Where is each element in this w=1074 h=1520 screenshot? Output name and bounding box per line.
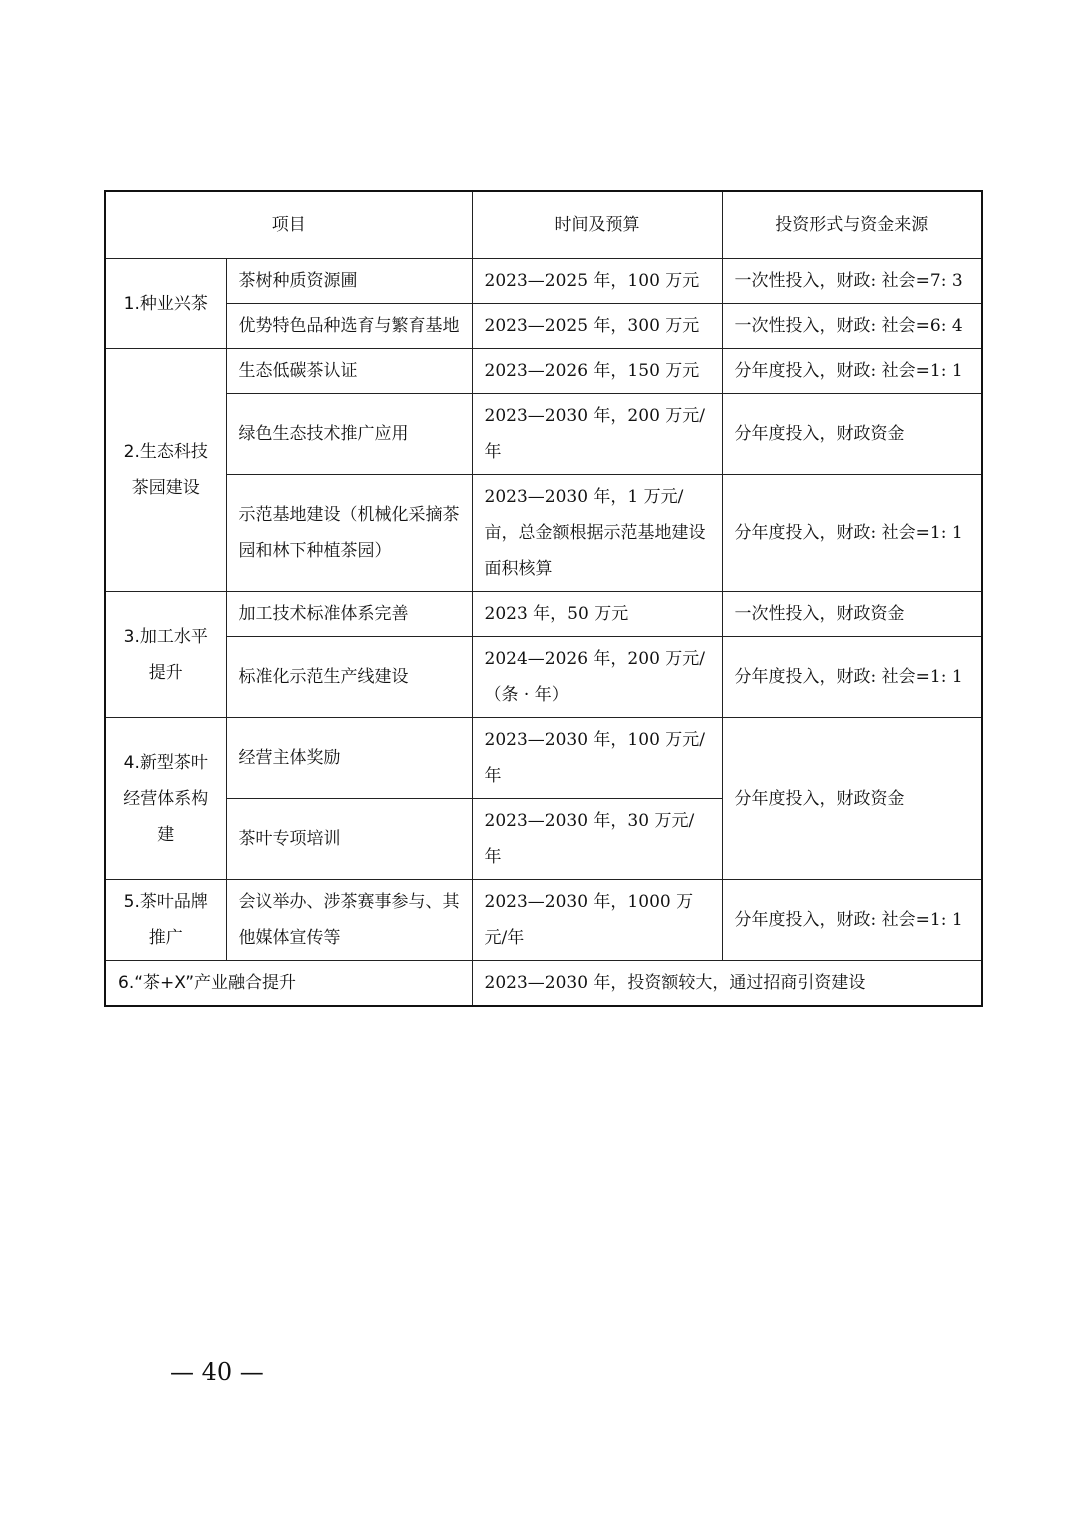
category-cell: 1.种业兴茶 — [105, 259, 226, 349]
table-row — [105, 718, 982, 799]
item-cell: 示范基地建设（机械化采摘茶园和林下种植茶园） — [226, 475, 472, 592]
category-cell: 2.生态科技茶园建设 — [105, 349, 226, 592]
time-cell: 2023—2030 年，1000 万元/年 — [472, 880, 722, 961]
investment-cell: 分年度投入，财政: 社会=1: 1 — [722, 880, 982, 961]
investment-cell: 一次性投入，财政: 社会=6: 4 — [722, 304, 982, 349]
budget-table — [104, 190, 983, 1007]
table-row — [105, 475, 982, 592]
item-cell: 经营主体奖励 — [226, 718, 472, 799]
table-row — [105, 349, 982, 394]
table-row — [105, 259, 982, 304]
time-cell: 2024—2026 年，200 万元/（条 · 年） — [472, 637, 722, 718]
item-cell: 标准化示范生产线建设 — [226, 637, 472, 718]
time-cell: 2023—2030 年，100 万元/年 — [472, 718, 722, 799]
investment-cell: 分年度投入，财政资金 — [722, 394, 982, 475]
header-time: 时间及预算 — [472, 191, 722, 259]
item-cell: 生态低碳茶认证 — [226, 349, 472, 394]
investment-cell: 一次性投入，财政资金 — [722, 592, 982, 637]
table-header-row — [105, 191, 982, 259]
item-cell: 会议举办、涉茶赛事参与、其他媒体宣传等 — [226, 880, 472, 961]
table-row — [105, 394, 982, 475]
time-cell: 2023 年，50 万元 — [472, 592, 722, 637]
item-cell: 茶叶专项培训 — [226, 799, 472, 880]
time-cell: 2023—2030 年，30 万元/年 — [472, 799, 722, 880]
time-cell: 2023—2030 年，200 万元/年 — [472, 394, 722, 475]
item-cell: 优势特色品种选育与繁育基地 — [226, 304, 472, 349]
category-cell: 4.新型茶叶经营体系构建 — [105, 718, 226, 880]
merged-note-cell: 2023—2030 年，投资额较大，通过招商引资建设 — [472, 961, 982, 1007]
table-row — [105, 304, 982, 349]
investment-cell: 一次性投入，财政: 社会=7: 3 — [722, 259, 982, 304]
category-cell: 6.“茶+X”产业融合提升 — [105, 961, 472, 1007]
header-investment: 投资形式与资金来源 — [722, 191, 982, 259]
investment-cell: 分年度投入，财政: 社会=1: 1 — [722, 637, 982, 718]
item-cell: 绿色生态技术推广应用 — [226, 394, 472, 475]
item-cell: 茶树种质资源圃 — [226, 259, 472, 304]
table-row — [105, 880, 982, 961]
table-row — [105, 637, 982, 718]
time-cell: 2023—2026 年，150 万元 — [472, 349, 722, 394]
investment-cell: 分年度投入，财政: 社会=1: 1 — [722, 475, 982, 592]
category-cell: 5.茶叶品牌推广 — [105, 880, 226, 961]
investment-cell: 分年度投入，财政: 社会=1: 1 — [722, 349, 982, 394]
item-cell: 加工技术标准体系完善 — [226, 592, 472, 637]
investment-cell: 分年度投入，财政资金 — [722, 718, 982, 880]
time-cell: 2023—2025 年，100 万元 — [472, 259, 722, 304]
time-cell: 2023—2025 年，300 万元 — [472, 304, 722, 349]
time-cell: 2023—2030 年，1 万元/亩，总金额根据示范基地建设面积核算 — [472, 475, 722, 592]
header-project: 项目 — [105, 191, 472, 259]
page-number: — 40 — — [170, 1358, 264, 1386]
category-cell: 3.加工水平提升 — [105, 592, 226, 718]
table-row — [105, 961, 982, 1007]
table-row — [105, 592, 982, 637]
